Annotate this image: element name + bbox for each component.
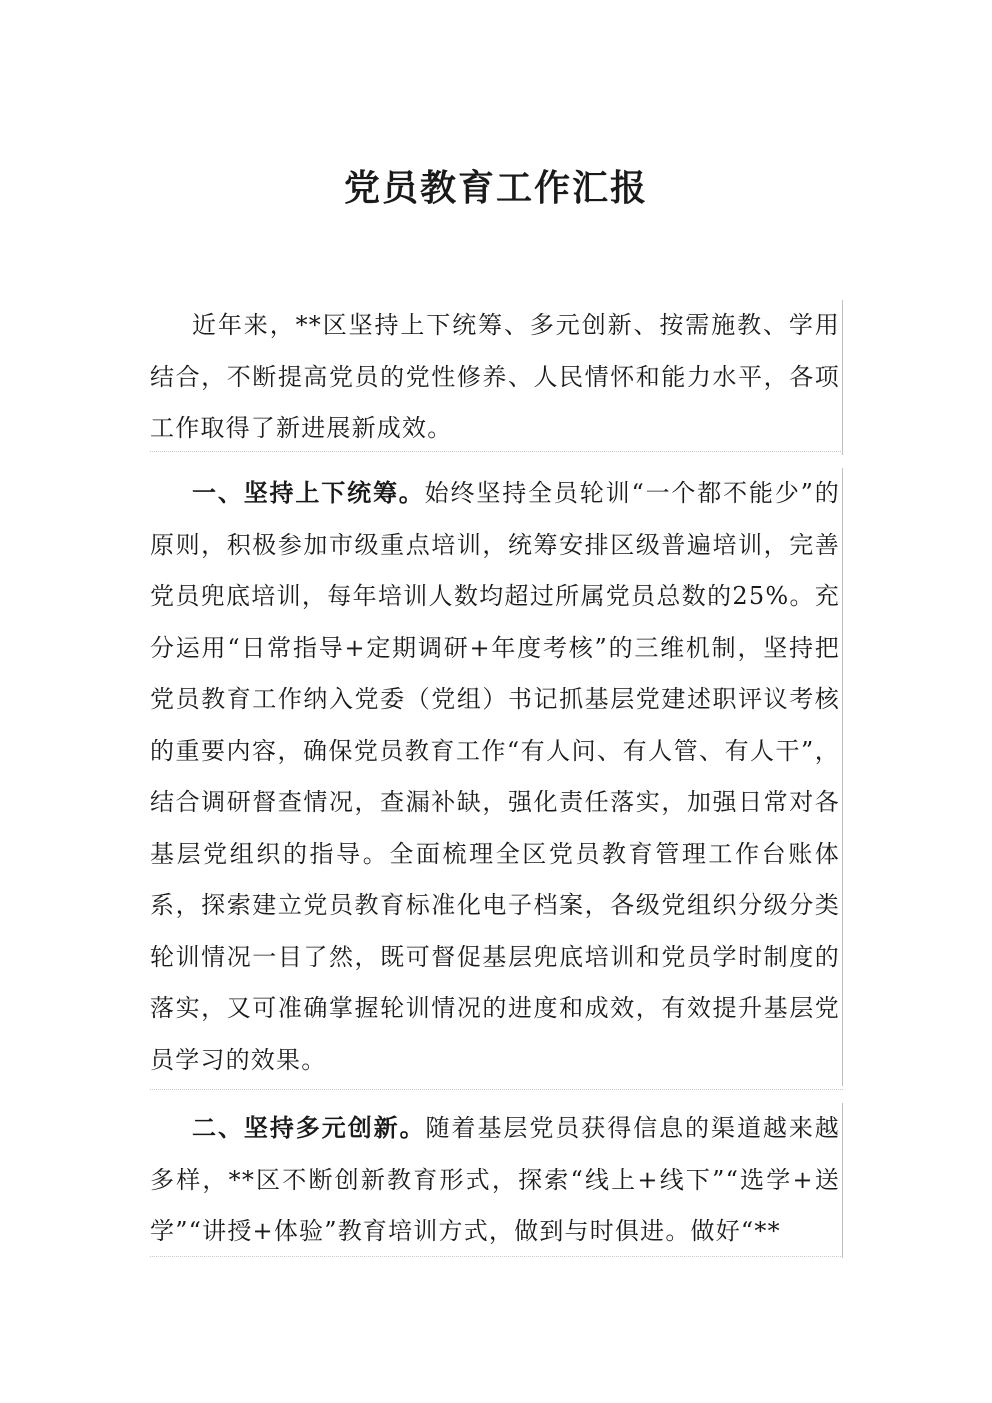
paragraph-separator xyxy=(150,451,843,452)
paragraph-section-two xyxy=(150,1103,843,1258)
document-title: 党员教育工作汇报 xyxy=(343,167,648,209)
paragraph-separator xyxy=(150,1256,843,1257)
paragraph-intro xyxy=(150,300,843,455)
paragraph-section-one xyxy=(150,468,843,1086)
paragraph-separator xyxy=(150,1089,843,1090)
paragraph-body: 始终坚持全员轮训“一个都不能少”的原则，积极参加市级重点培训，统筹安排区级普遍培训，完善党员兜底培训，每年培训人数均超过所属党员总数的25%。充分运用“日常指导+定期调研+年度考核”的三维机制，坚持把党员教育工作纳入党委（党组）书记抓基层党建述职评议考核的重要内容，确保党员教育工作“有人问、有人管、有人干”，结合调研督查情况，查漏补缺，强化责任落实，加强日常对各基层党组织的指导。全面梳理全区党员教育管理工作台账体系，探索建立党员教育标准化电子档案，各级党组织分级分类轮训情况一目了然，既可督促基层兜底培训和党员学时制度的落实，又可准确掌握轮训情况的进度和成效，有效提升基层党员学习的效果。 xyxy=(150,479,840,1074)
paragraph-body: 随着基层党员获得信息的渠道越来越多样，**区不断创新教育形式，探索“线上+线下”“选学+送学”“讲授+体验”教育培训方式，做到与时俱进。做好“** xyxy=(150,1114,840,1245)
section-heading-two: 二、坚持多元创新。 xyxy=(192,1114,426,1142)
section-heading-one: 一、坚持上下统筹。 xyxy=(192,479,425,507)
paragraph-body: 近年来，**区坚持上下统筹、多元创新、按需施教、学用结合，不断提高党员的党性修养、人民情怀和能力水平，各项工作取得了新进展新成效。 xyxy=(150,311,840,442)
